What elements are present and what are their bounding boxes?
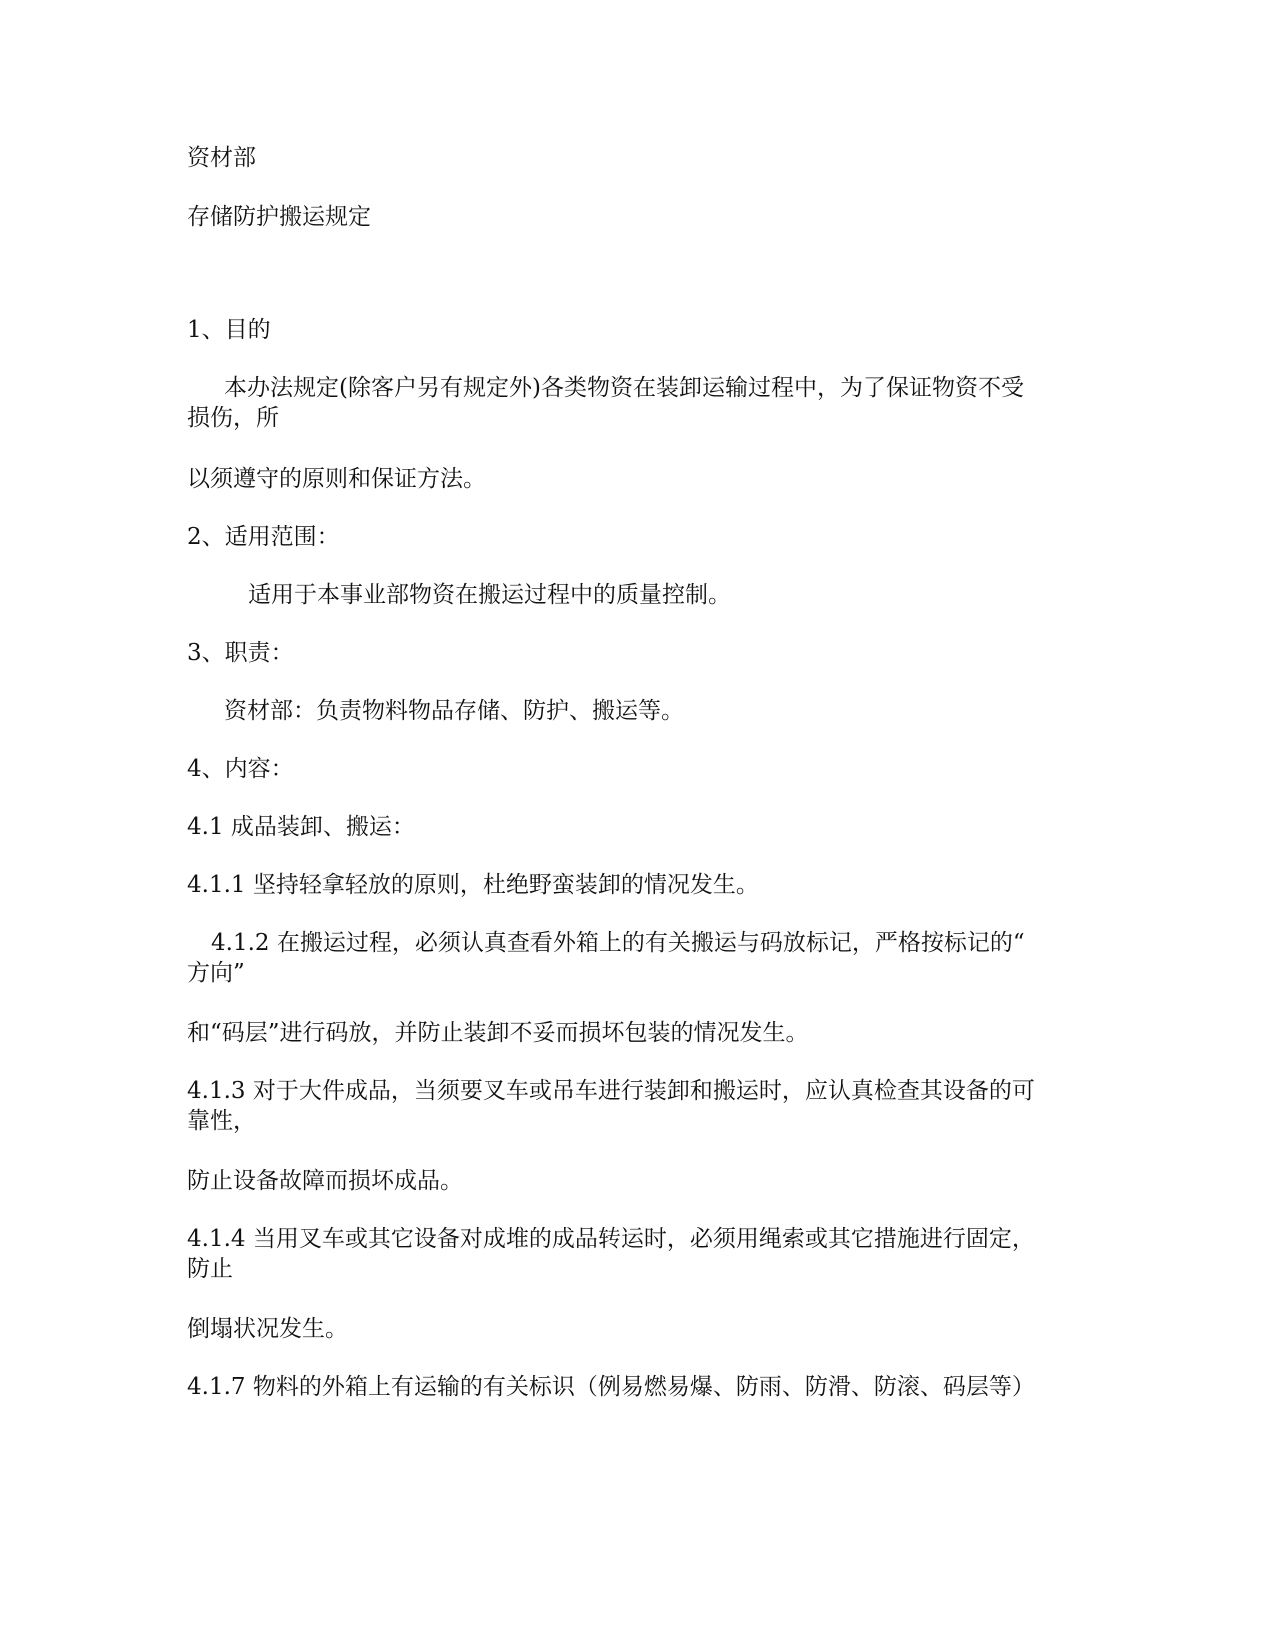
section-heading-content: 4、内容：: [187, 756, 294, 782]
purpose-line-1: 本办法规定(除客户另有规定外)各类物资在装卸运输过程中，为了保证物资不受: [224, 375, 1024, 401]
clause-4-1-2-line-3: 和“码层”进行码放，并防止装卸不妥而损坏包装的情况发生。: [187, 1020, 809, 1046]
scope-text: 适用于本事业部物资在搬运过程中的质量控制。: [248, 582, 731, 608]
section-heading-purpose: 1、目的: [187, 317, 271, 343]
purpose-paragraph: [187, 373, 1024, 433]
subsection-heading-4-1: 4.1 成品装卸、搬运：: [187, 814, 415, 840]
document-title: 存储防护搬运规定: [187, 204, 371, 230]
purpose-line-2: 损伤，所: [187, 405, 279, 431]
department-name: 资材部: [187, 145, 256, 171]
purpose-line-3: 以须遵守的原则和保证方法。: [187, 466, 486, 492]
clause-4-1-2-line-2: 方向”: [187, 960, 245, 986]
clause-4-1-4-line-3: 倒塌状况发生。: [187, 1316, 348, 1342]
section-heading-scope: 2、适用范围：: [187, 524, 340, 550]
clause-4-1-2: [187, 928, 1025, 988]
clause-4-1-1: 4.1.1 坚持轻拿轻放的原则，杜绝野蛮装卸的情况发生。: [187, 872, 759, 898]
section-heading-responsibility: 3、职责：: [187, 640, 294, 666]
clause-4-1-7: 4.1.7 物料的外箱上有运输的有关标识（例易燃易爆、防雨、防滑、防滚、码层等）: [187, 1374, 1035, 1400]
clause-4-1-3-line-1: 4.1.3 对于大件成品，当须要叉车或吊车进行装卸和搬运时，应认真检查其设备的可: [187, 1078, 1035, 1104]
clause-4-1-3-line-3: 防止设备故障而损坏成品。: [187, 1168, 463, 1194]
clause-4-1-2-line-1: 4.1.2 在搬运过程，必须认真查看外箱上的有关搬运与码放标记，严格按标记的“: [211, 930, 1025, 956]
clause-4-1-3: [187, 1076, 1035, 1136]
responsibility-text: 资材部：负责物料物品存储、防护、搬运等。: [224, 698, 684, 724]
clause-4-1-4-line-2: 防止: [187, 1256, 233, 1282]
clause-4-1-4: [187, 1224, 1035, 1284]
clause-4-1-4-line-1: 4.1.4 当用叉车或其它设备对成堆的成品转运时，必须用绳索或其它措施进行固定，: [187, 1226, 1035, 1252]
clause-4-1-3-line-2: 靠性，: [187, 1108, 256, 1134]
